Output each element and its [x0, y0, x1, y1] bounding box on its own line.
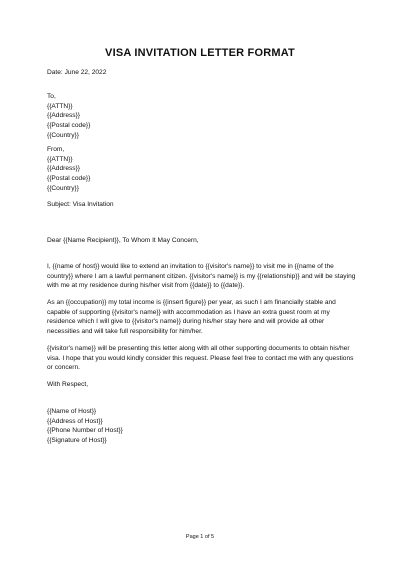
paragraph-3 — [47, 344, 357, 373]
to-postal-code: {{Postal code}} — [47, 122, 91, 130]
from-postal-code: {{Postal code}} — [47, 175, 91, 183]
sender-address-block — [47, 145, 357, 194]
from-attn: {{ATTN}} — [47, 155, 73, 163]
to-label: To, — [47, 93, 56, 100]
from-address: {{Address}} — [47, 165, 80, 173]
from-country: {{Country}} — [47, 184, 79, 192]
host-phone: {{Phone Number of Host}} — [47, 427, 123, 435]
salutation-block — [47, 236, 357, 246]
closing-block — [47, 380, 357, 390]
host-signature: {{Signature of Host}} — [47, 437, 107, 445]
closing-line: With Respect, — [47, 381, 89, 388]
page-number: Page 1 of 5 — [185, 534, 215, 540]
to-attn: {{ATTN}} — [47, 102, 73, 110]
host-name: {{Name of Host}} — [47, 408, 97, 415]
subject-block — [47, 200, 357, 210]
document-title: VISA INVITATION LETTER FORMAT — [105, 47, 295, 59]
salutation-line: Dear {{Name Recipient}}, To Whom It May Concern, — [47, 237, 199, 244]
subject-line: Subject: Visa Invitation — [47, 201, 114, 208]
paragraph-text: As an {{occupation}} my total income is {{insert figure}} per year, as such I am financially stable and capable of supporting {{visitor's name}} with accommodation as I have an extra guest room at my residence which I will give to {{visitor's name}} during his/her stay here and will provide all other necessities and will take full responsibility for him/her. — [47, 299, 336, 336]
to-address: {{Address}} — [47, 112, 80, 120]
date-line: Date: June 22, 2022 — [47, 69, 107, 76]
paragraph-text: I, {{name of host}} would like to extend an invitation to {{visitor's name}} to visit me in {{name of the country}} where I am a lawful permanent citizen. {{visitor's name}} is my {{relationship}} and will be staying with me at my residence during his/her visit from {{date}} to {{date}}. — [47, 263, 356, 290]
paragraph-2 — [47, 298, 357, 337]
to-country: {{Country}} — [47, 131, 79, 139]
from-label: From, — [47, 146, 65, 153]
signature-block — [47, 407, 357, 446]
paragraph-1 — [47, 262, 357, 291]
recipient-address-block — [47, 92, 357, 141]
letter-date — [47, 68, 357, 78]
host-address: {{Address of Host}} — [47, 417, 103, 425]
paragraph-text: {{visitor's name}} will be presenting this letter along with all other supporting documents to obtain his/her visa. I hope that you would kindly consider this request. Please feel free to contact me with any questions or concern. — [47, 345, 354, 372]
